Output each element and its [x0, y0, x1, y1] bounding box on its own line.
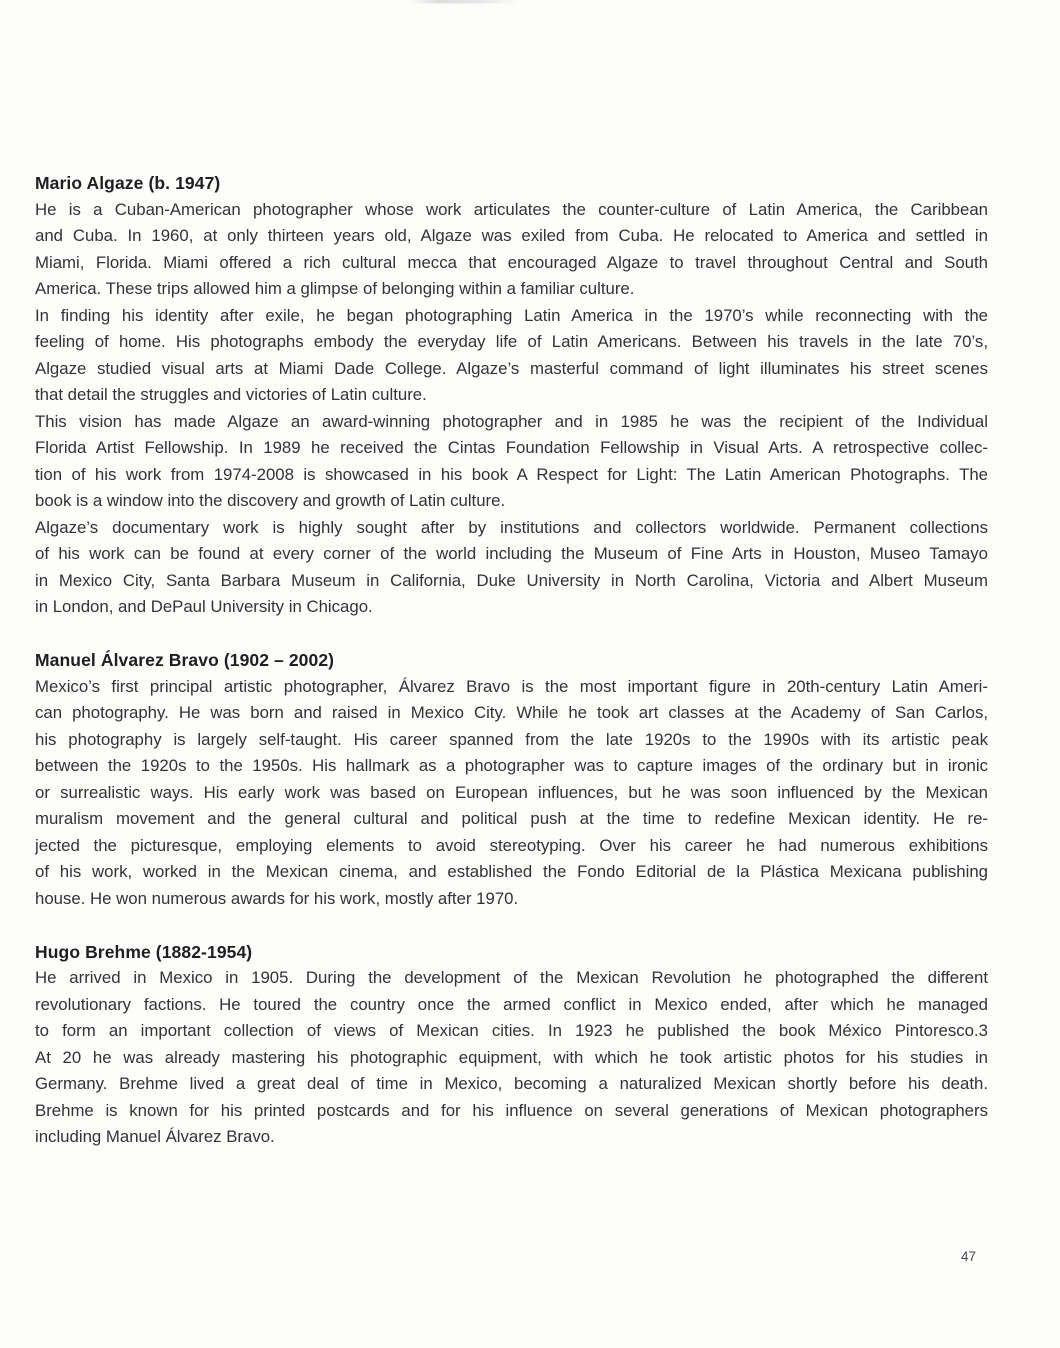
text-line: Florida Artist Fellowship. In 1989 he received the Cintas Foundation Fellowship in Visual Arts. A retrospective collec-	[35, 438, 988, 457]
section-heading: Manuel Álvarez Bravo (1902 – 2002)	[35, 650, 335, 670]
text-line: At 20 he was already mastering his photographic equipment, with which he took artistic photos for his studies in	[35, 1047, 988, 1067]
text-line: Mexico’s first principal artistic photographer, Álvarez Bravo is the most important figure in 20th-century Latin Ameri-	[35, 676, 988, 696]
text-line: muralism movement and the general cultural and political push at the time to redefine Mexican identity. He re-	[35, 809, 988, 828]
text-line: feeling of home. His photographs embody the everyday life of Latin Americans. Between his travels in the late 70’s,	[35, 332, 988, 351]
text-line: to form an important collection of views of Mexican cities. In 1923 he published the book México Pintoresco.3	[35, 1021, 988, 1040]
text-line: revolutionary factions. He toured the country once the armed conflict in Mexico ended, after which he managed	[35, 994, 988, 1014]
text-line: between the 1920s to the 1950s. His hallmark as a photographer was to capture images of the ordinary but in ironic	[35, 756, 988, 775]
text-line: jected the picturesque, employing elements to avoid stereotyping. Over his career he had numerous exhibitions	[35, 835, 988, 855]
scan-artifact	[410, 0, 520, 3]
page-content	[35, 170, 988, 1151]
text-line: that detail the struggles and victories of Latin culture.	[35, 385, 427, 404]
text-line: book is a window into the discovery and growth of Latin culture.	[35, 491, 506, 510]
text-line: Algaze’s documentary work is highly sought after by institutions and collectors worldwide. Permanent collections	[35, 517, 988, 537]
text-line: or surrealistic ways. His early work was based on European influences, but he was soon influenced by the Mexican	[35, 782, 988, 802]
paragraph	[35, 965, 988, 1151]
text-line: house. He won numerous awards for his work, mostly after 1970.	[35, 888, 519, 908]
text-line: and Cuba. In 1960, at only thirteen years old, Algaze was exiled from Cuba. He relocated to America and settled in	[35, 226, 988, 245]
text-line: America. These trips allowed him a glimpse of belonging within a familiar culture.	[35, 279, 635, 298]
text-line: Brehme is known for his printed postcards and for his influence on several generations of Mexican photographers	[35, 1100, 988, 1120]
text-line: He is a Cuban-American photographer whose work articulates the counter-culture of Latin America, the Caribbean	[35, 199, 988, 219]
text-line: of his work, worked in the Mexican cinema, and established the Fondo Editorial de la Plástica Mexicana publishing	[35, 862, 988, 881]
text-line: can photography. He was born and raised in Mexico City. While he took art classes at the Academy of San Carlos,	[35, 703, 988, 722]
text-line: Germany. Brehme lived a great deal of time in Mexico, becoming a naturalized Mexican shortly before his death.	[35, 1074, 988, 1093]
section-heading: Mario Algaze (b. 1947)	[35, 173, 221, 193]
bio-section	[35, 939, 988, 1151]
text-line: of his work can be found at every corner of the world including the Museum of Fine Arts in Houston, Museo Tamayo	[35, 544, 988, 563]
paragraph	[35, 303, 988, 409]
text-line: his photography is largely self-taught. His career spanned from the late 1920s to the 1990s with its artistic peak	[35, 729, 988, 749]
bio-section	[35, 647, 988, 912]
text-line: He arrived in Mexico in 1905. During the development of the Mexican Revolution he photographed the different	[35, 968, 988, 987]
text-line: Miami, Florida. Miami offered a rich cultural mecca that encouraged Algaze to travel throughout Central and South	[35, 252, 988, 272]
text-line: In finding his identity after exile, he began photographing Latin America in the 1970’s while reconnecting with the	[35, 305, 988, 325]
paragraph	[35, 197, 988, 303]
text-line: in London, and DePaul University in Chicago.	[35, 597, 373, 616]
paragraph	[35, 409, 988, 515]
bio-section	[35, 170, 988, 621]
text-line: including Manuel Álvarez Bravo.	[35, 1127, 275, 1146]
text-line: This vision has made Algaze an award-winning photographer and in 1985 he was the recipient of the Individual	[35, 411, 988, 431]
text-line: Algaze studied visual arts at Miami Dade College. Algaze’s masterful command of light illuminates his street scenes	[35, 358, 988, 378]
text-line: in Mexico City, Santa Barbara Museum in California, Duke University in North Carolina, Victoria and Albert Museum	[35, 570, 988, 590]
paragraph	[35, 515, 988, 621]
paragraph	[35, 674, 988, 913]
section-heading: Hugo Brehme (1882-1954)	[35, 941, 253, 962]
text-line: tion of his work from 1974-2008 is showcased in his book A Respect for Light: The Latin American Photographs. The	[35, 464, 988, 484]
page-number: 47	[961, 1249, 977, 1264]
